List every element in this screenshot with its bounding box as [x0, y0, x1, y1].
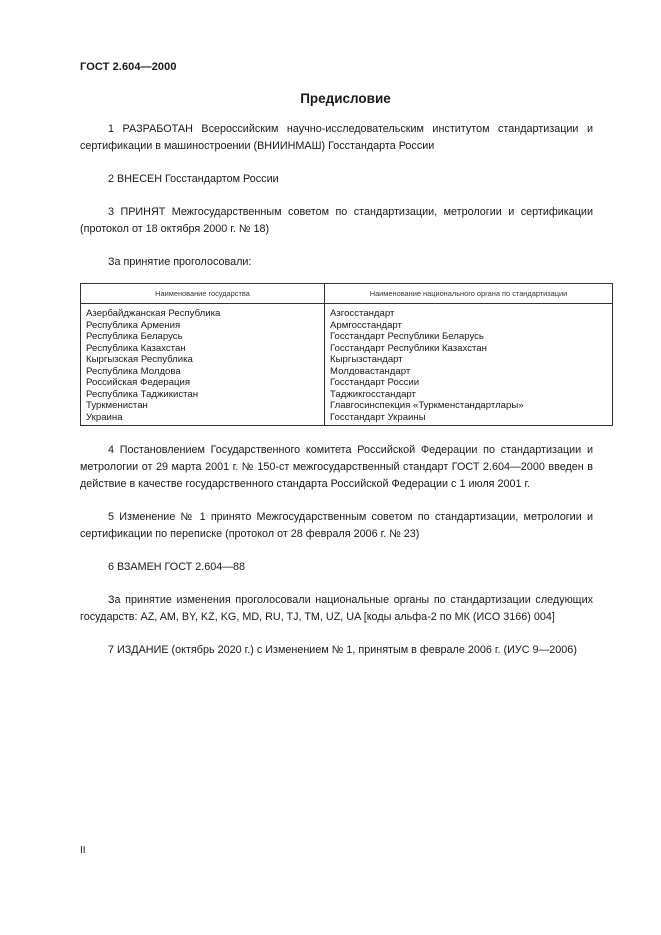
state-name: Азербайджанская Республика: [86, 308, 221, 319]
standards-body-name: Таджикгосстандарт: [330, 388, 416, 400]
preface-body: [80, 121, 593, 659]
paragraph-7-edition: 7 ИЗДАНИЕ (октябрь 2020 г.) с Изменением № 1, принятым в феврале 2006 г. (ИУС 9—2006): [108, 644, 577, 656]
column-header-body: Наименование национального органа по стандартизации: [325, 284, 613, 304]
paragraph-2-introduced: 2 ВНЕСЕН Госстандартом России: [108, 173, 279, 185]
standards-body-name: Госстандарт России: [330, 377, 420, 388]
voting-intro: За принятие проголосовали:: [108, 256, 252, 268]
standards-body-name: Кыргызстандарт: [330, 354, 403, 365]
bodies-column: [325, 304, 613, 426]
table-header-row: [81, 284, 613, 304]
state-name: Туркменистан: [86, 400, 148, 411]
paragraph-3-adopted: 3 ПРИНЯТ Межгосударственным советом по стандартизации, метрологии и сертификации (протокол от 18 октября 2000 г. № 18): [80, 206, 593, 235]
standards-body-name: Азгосстандарт: [330, 308, 395, 319]
state-name: Украина: [86, 411, 123, 423]
standards-body-name: Госстандарт Республики Казахстан: [330, 342, 487, 354]
voting-states-table: [80, 283, 613, 426]
amendment-voting-note: За принятие изменения проголосовали национальные органы по стандартизации следующих государств: AZ, AM, BY, KZ, KG, MD, RU, TJ, TM, UZ, UA [коды альфа-2 по МК (ИСО 3166) 004]: [80, 594, 593, 623]
standards-body-name: Главгосинспекция «Туркменстандартлары»: [330, 400, 524, 411]
state-name: Республика Беларусь: [86, 331, 183, 342]
table-row: [81, 304, 613, 426]
standards-body-name: Армгосстандарт: [330, 319, 402, 331]
standards-body-name: Госстандарт Республики Беларусь: [330, 331, 484, 342]
state-name: Республика Казахстан: [86, 342, 186, 354]
state-name: Российская Федерация: [86, 377, 191, 388]
paragraph-4-enacted: 4 Постановлением Государственного комитета Российской Федерации по стандартизации и метрологии от 29 марта 2001 г. № 150-ст межгосударственный стандарт ГОСТ 2.604—2000 введен в действие в качестве государственного стандарта Российской Федерации с 1 июля 2001 г.: [80, 444, 593, 490]
state-name: Республика Армения: [86, 319, 181, 331]
column-header-state: Наименование государства: [81, 284, 325, 304]
paragraph-5-amendment: 5 Изменение № 1 принято Межгосударственным советом по стандартизации, метрологии и сертификации по переписке (протокол от 28 февраля 2006 г. № 23): [80, 511, 593, 540]
state-name: Республика Молдова: [86, 365, 181, 377]
states-column: [81, 304, 325, 426]
page-title: Предисловие: [300, 91, 391, 106]
state-name: Кыргызская Республика: [86, 354, 193, 365]
paragraph-6-replaces: 6 ВЗАМЕН ГОСТ 2.604—88: [108, 561, 246, 573]
page-number: II: [80, 845, 86, 856]
paragraph-1-developed: 1 РАЗРАБОТАН Всероссийским научно-исследовательским институтом стандартизации и сертификации в машиностроении (ВНИИНМАШ) Госстандарта России: [80, 123, 593, 152]
document-code: ГОСТ 2.604—2000: [80, 61, 177, 73]
standards-body-name: Молдовастандарт: [330, 365, 411, 377]
standards-body-name: Госстандарт Украины: [330, 411, 426, 423]
state-name: Республика Таджикистан: [86, 388, 199, 400]
